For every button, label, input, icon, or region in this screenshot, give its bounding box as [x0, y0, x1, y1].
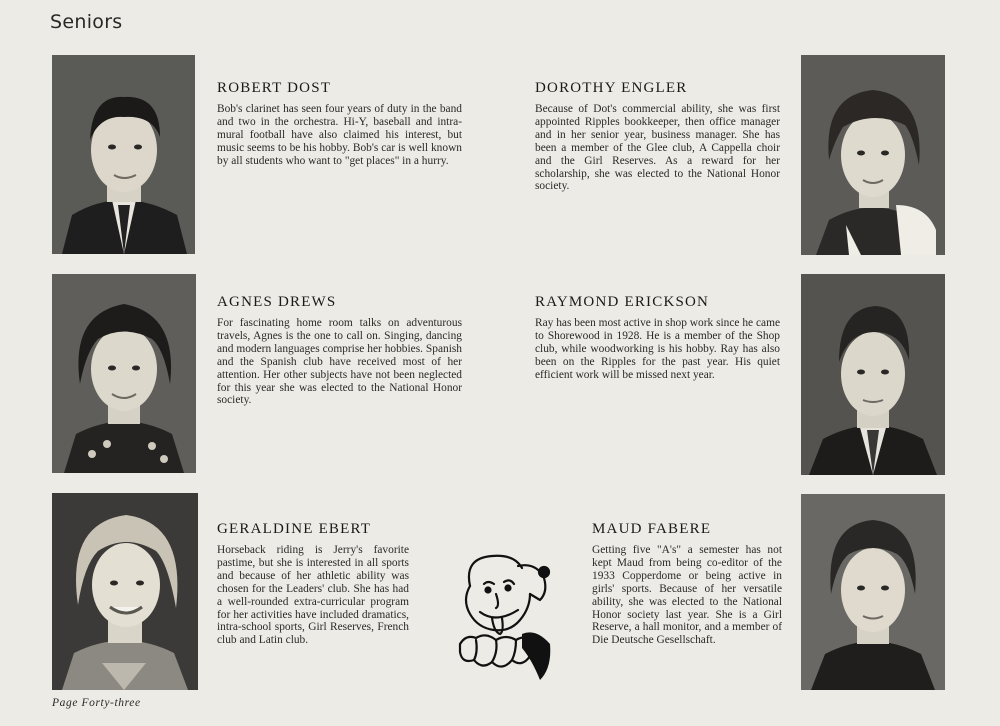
senior-entry — [535, 294, 780, 382]
senior-entry — [592, 521, 782, 647]
portrait-dorothy-engler — [801, 55, 945, 255]
page-number: Page Forty-three — [52, 697, 141, 709]
senior-name: DOROTHY ENGLER — [535, 80, 688, 96]
section-title: Seniors — [50, 11, 123, 33]
senior-entry — [535, 80, 780, 193]
portrait-raymond-erickson — [801, 274, 945, 475]
senior-bio: Horseback riding is Jerry's favorite pastime, but she is interested in all sports and because of her athletic ability was chosen for the Leaders' club. She has had a well-rounded extra-curricular program for her activities have included dramatics, intra-school sports, Girl Reserves, French club and Latin club. — [217, 544, 409, 647]
senior-bio: Because of Dot's commercial ability, she was first appointed Ripples bookkeeper, then office manager and in her senior year, business manager. She has been a member of the Glee club, A Cappella choir and the Girl Reserves. As a reward for her scholarship, she was elected to the National Honor society. — [535, 103, 780, 193]
senior-bio: Bob's clarinet has seen four years of duty in the band and two in the orchestra. Hi-Y, baseball and intra-mural football have also claimed his interest, but music seems to be his hobby. Bob's car is well known by all students who want to "get places" in a hurry. — [217, 103, 462, 167]
senior-entry — [217, 294, 462, 407]
clown-mascot-illustration — [440, 548, 560, 688]
portrait-maud-fabere — [801, 494, 945, 690]
senior-entry — [217, 80, 462, 168]
senior-bio: Getting five "A's" a semester has not kept Maud from being co-editor of the 1933 Copperdome or being active in girls' sports. Because of her versatile ability, she was elected to the National Honor society last year. She is a Girl Reserve, a hall monitor, and a member of Die Deutsche Gesellschaft. — [592, 544, 782, 647]
portrait-agnes-drews — [52, 274, 196, 473]
portrait-geraldine-ebert — [52, 493, 198, 690]
portrait-robert-dost — [52, 55, 195, 254]
senior-name: MAUD FABERE — [592, 521, 712, 537]
senior-name: AGNES DREWS — [217, 294, 337, 310]
senior-name: ROBERT DOST — [217, 80, 332, 96]
senior-bio: Ray has been most active in shop work since he came to Shorewood in 1928. He is a member of the Shop club, while woodworking is his hobby. Ray has also been on the Ripples for the past year. His quiet efficient work will be missed next year. — [535, 317, 780, 381]
senior-entry — [217, 521, 409, 647]
senior-name: GERALDINE EBERT — [217, 521, 372, 537]
senior-bio: For fascinating home room talks on adventurous travels, Agnes is the one to call on. Singing, dancing and modern languages comprise her hobbies. Spanish and the Spanish club have received most of her attention. Her other subjects have not been neglected for this year she was elected to the National Honor society. — [217, 317, 462, 407]
senior-name: RAYMOND ERICKSON — [535, 294, 710, 310]
